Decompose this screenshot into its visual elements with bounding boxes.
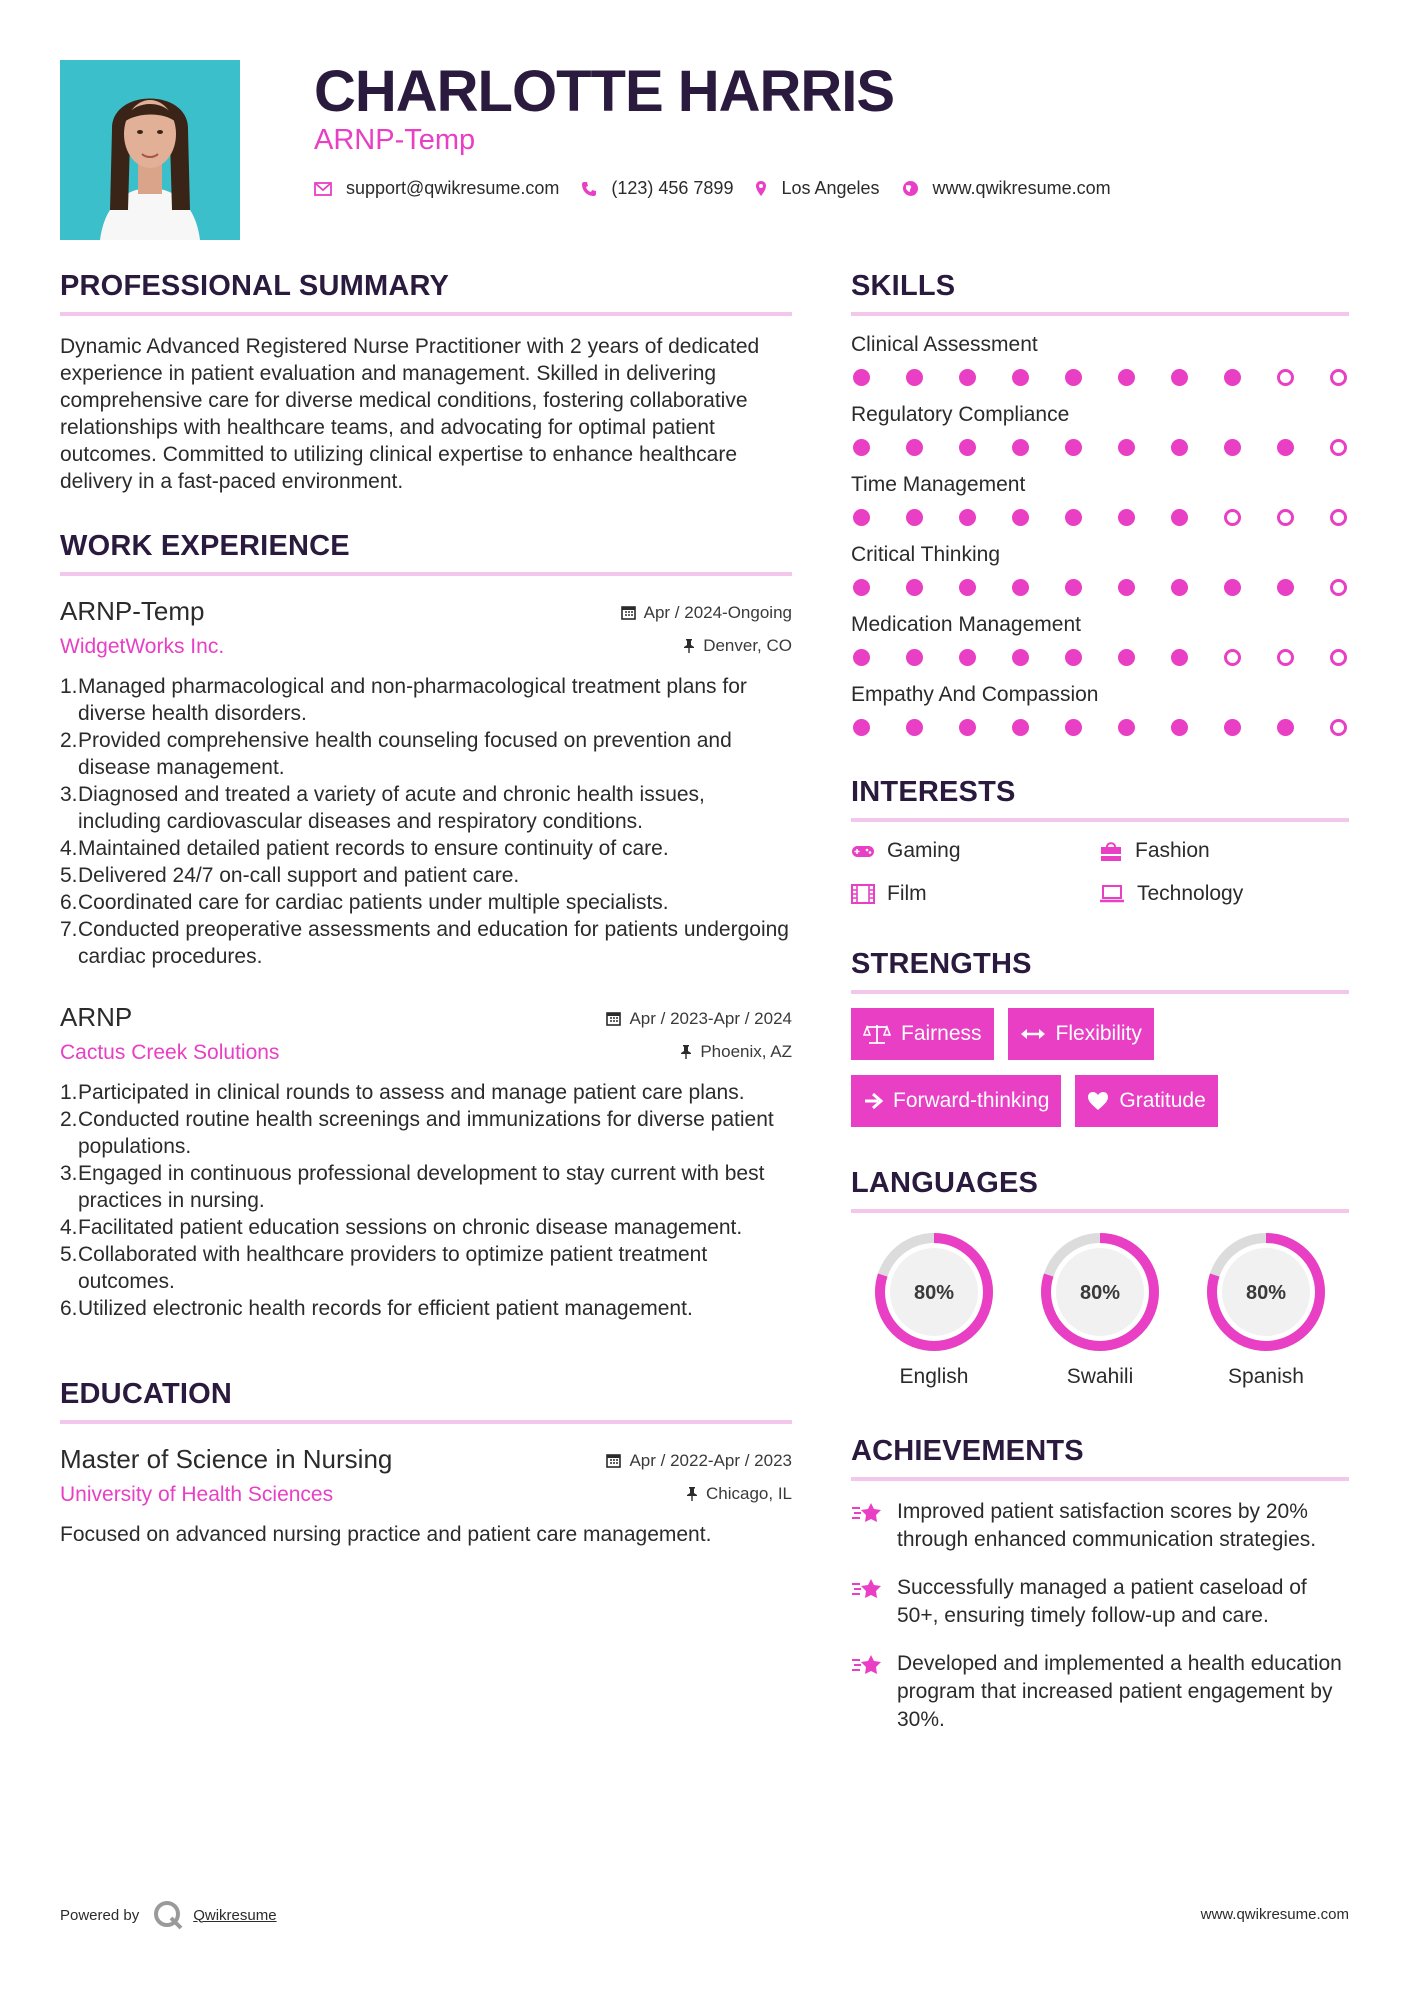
calendar-icon bbox=[606, 1453, 621, 1468]
footer-powered-by bbox=[60, 1898, 277, 1932]
shooting-star-icon bbox=[851, 1652, 885, 1680]
skill-item bbox=[851, 683, 1349, 736]
experience-section bbox=[60, 530, 792, 1322]
rating-dot-empty bbox=[1330, 649, 1347, 666]
rating-dot-filled bbox=[959, 719, 976, 736]
education-location bbox=[686, 1484, 792, 1504]
rating-dot-empty bbox=[1330, 439, 1347, 456]
summary-section bbox=[60, 270, 792, 495]
rating-dot-filled bbox=[1171, 579, 1188, 596]
job-location-text: Phoenix, AZ bbox=[700, 1041, 792, 1061]
rating-dot-filled bbox=[853, 719, 870, 736]
rating-dot-filled bbox=[906, 509, 923, 526]
rating-dot-filled bbox=[1065, 439, 1082, 456]
summary-heading: PROFESSIONAL SUMMARY bbox=[60, 270, 450, 302]
rating-dot-filled bbox=[1012, 439, 1029, 456]
job-entry bbox=[60, 1002, 792, 1322]
job-location bbox=[683, 636, 792, 656]
skills-heading: SKILLS bbox=[851, 270, 956, 302]
map-pin-icon bbox=[755, 180, 767, 197]
rating-dot-empty bbox=[1224, 509, 1241, 526]
experience-heading: WORK EXPERIENCE bbox=[60, 530, 350, 562]
laptop-icon bbox=[1099, 885, 1125, 903]
rating-dot-filled bbox=[1118, 649, 1135, 666]
profile-photo bbox=[60, 60, 240, 240]
rating-dot-empty bbox=[1277, 369, 1294, 386]
summary-text: Dynamic Advanced Registered Nurse Practitioner with 2 years of dedicated experience in patient evaluation and management. Skilled in delivering comprehensive care for diverse medical conditions, fostering collaborative relationships with healthcare teams, and advocating for optimal patient outcomes. Committed to utilizing clinical expertise to enhance healthcare delivery in a fast-paced environment. bbox=[60, 335, 760, 493]
calendar-icon bbox=[606, 1011, 621, 1026]
skill-name: Critical Thinking bbox=[851, 543, 1000, 566]
job-bullets bbox=[60, 673, 792, 970]
strength-label: Fairness bbox=[901, 1022, 982, 1045]
section-divider bbox=[60, 312, 792, 316]
section-divider bbox=[851, 990, 1349, 994]
powered-by-text: Powered by bbox=[60, 1906, 140, 1924]
rating-dot-filled bbox=[1065, 719, 1082, 736]
skill-rating bbox=[851, 509, 1349, 526]
languages-list bbox=[851, 1231, 1349, 1389]
rating-dot-filled bbox=[1118, 439, 1135, 456]
language-ring bbox=[1205, 1231, 1327, 1353]
section-divider bbox=[851, 818, 1349, 822]
achievement-text: Improved patient satisfaction scores by 20% through enhanced communication strategies. bbox=[897, 1500, 1317, 1551]
interest-label: Gaming bbox=[887, 839, 961, 862]
rating-dot-filled bbox=[1171, 719, 1188, 736]
rating-dot-filled bbox=[1012, 649, 1029, 666]
website-text: www.qwikresume.com bbox=[932, 178, 1111, 198]
globe-icon bbox=[902, 180, 919, 197]
interest-item bbox=[1099, 882, 1349, 906]
pushpin-icon bbox=[686, 1486, 698, 1501]
achievement-item bbox=[851, 1650, 1349, 1734]
rating-dot-filled bbox=[959, 369, 976, 386]
rating-dot-filled bbox=[1224, 579, 1241, 596]
list-item: 1. Managed pharmacological and non-pharmacological treatment plans for diverse health disorders. bbox=[60, 675, 747, 725]
skill-name: Regulatory Compliance bbox=[851, 403, 1070, 426]
job-location bbox=[680, 1042, 792, 1062]
job-company: WidgetWorks Inc. bbox=[60, 635, 225, 658]
arrow-right-icon bbox=[863, 1092, 883, 1110]
list-item: 2. Provided comprehensive health counseling focused on prevention and disease management. bbox=[60, 729, 732, 779]
rating-dot-filled bbox=[1012, 579, 1029, 596]
candidate-role: ARNP-Temp bbox=[314, 124, 476, 156]
gamepad-icon bbox=[851, 843, 875, 859]
education-description: Focused on advanced nursing practice and patient care management. bbox=[60, 1523, 712, 1546]
job-title: ARNP-Temp bbox=[60, 596, 205, 626]
list-item: 2. Conducted routine health screenings and immunizations for diverse patient populations. bbox=[60, 1108, 774, 1158]
list-item: 4. Facilitated patient education sessions on chronic disease management. bbox=[60, 1216, 743, 1239]
contact-email[interactable] bbox=[314, 178, 559, 199]
language-item bbox=[1183, 1231, 1349, 1389]
school-name: University of Health Sciences bbox=[60, 1483, 334, 1506]
strengths-heading: STRENGTHS bbox=[851, 948, 1032, 980]
job-bullets bbox=[60, 1079, 792, 1322]
education-dates-text: Apr / 2022-Apr / 2023 bbox=[629, 1450, 792, 1470]
strength-label: Gratitude bbox=[1119, 1089, 1206, 1112]
rating-dot-filled bbox=[1277, 719, 1294, 736]
skill-name: Clinical Assessment bbox=[851, 333, 1038, 356]
education-dates bbox=[606, 1451, 792, 1471]
rating-dot-filled bbox=[853, 649, 870, 666]
rating-dot-filled bbox=[1065, 579, 1082, 596]
achievement-item bbox=[851, 1498, 1349, 1554]
section-divider bbox=[60, 1420, 792, 1424]
list-item: 6. Utilized electronic health records for efficient patient management. bbox=[60, 1297, 693, 1320]
rating-dot-filled bbox=[1065, 649, 1082, 666]
rating-dot-empty bbox=[1277, 509, 1294, 526]
languages-heading: LANGUAGES bbox=[851, 1167, 1039, 1199]
interest-item bbox=[851, 839, 1099, 863]
rating-dot-empty bbox=[1224, 649, 1241, 666]
rating-dot-filled bbox=[1224, 369, 1241, 386]
job-title: ARNP bbox=[60, 1002, 133, 1032]
section-divider bbox=[851, 312, 1349, 316]
language-item bbox=[851, 1231, 1017, 1389]
contact-website[interactable] bbox=[902, 178, 1111, 199]
section-divider bbox=[60, 572, 792, 576]
rating-dot-filled bbox=[1277, 579, 1294, 596]
list-item: 6. Coordinated care for cardiac patients under multiple specialists. bbox=[60, 891, 669, 914]
shooting-star-icon bbox=[851, 1576, 885, 1604]
skill-rating bbox=[851, 369, 1349, 386]
candidate-name: CHARLOTTE HARRIS bbox=[314, 59, 895, 124]
rating-dot-filled bbox=[853, 439, 870, 456]
heart-icon bbox=[1087, 1091, 1109, 1111]
strength-tag bbox=[1008, 1008, 1154, 1060]
section-divider bbox=[851, 1477, 1349, 1481]
rating-dot-filled bbox=[959, 579, 976, 596]
strength-tag bbox=[851, 1008, 994, 1060]
left-column bbox=[60, 270, 792, 1548]
interest-item bbox=[851, 882, 1099, 906]
rating-dot-filled bbox=[1118, 579, 1135, 596]
job-company: Cactus Creek Solutions bbox=[60, 1041, 280, 1064]
rating-dot-filled bbox=[906, 579, 923, 596]
rating-dot-filled bbox=[853, 369, 870, 386]
rating-dot-filled bbox=[1118, 509, 1135, 526]
skill-name: Empathy And Compassion bbox=[851, 683, 1099, 706]
right-column bbox=[851, 270, 1349, 1734]
rating-dot-empty bbox=[1330, 509, 1347, 526]
section-divider bbox=[851, 1209, 1349, 1213]
footer-website[interactable]: www.qwikresume.com bbox=[1200, 1906, 1349, 1923]
rating-dot-filled bbox=[1171, 509, 1188, 526]
rating-dot-filled bbox=[853, 509, 870, 526]
rating-dot-empty bbox=[1277, 649, 1294, 666]
achievement-text: Successfully managed a patient caseload of 50+, ensuring timely follow-up and care. bbox=[897, 1576, 1307, 1627]
rating-dot-filled bbox=[1224, 439, 1241, 456]
rating-dot-empty bbox=[1330, 369, 1347, 386]
rating-dot-filled bbox=[906, 369, 923, 386]
skill-rating bbox=[851, 439, 1349, 456]
skill-name: Medication Management bbox=[851, 613, 1081, 636]
achievements-section bbox=[851, 1435, 1349, 1734]
skill-item bbox=[851, 543, 1349, 596]
skill-rating bbox=[851, 579, 1349, 596]
arrows-horizontal-icon bbox=[1020, 1027, 1046, 1041]
rating-dot-filled bbox=[1224, 719, 1241, 736]
calendar-icon bbox=[621, 605, 636, 620]
pushpin-icon bbox=[683, 638, 695, 653]
language-percent: 80% bbox=[1245, 1282, 1287, 1304]
strength-label: Flexibility bbox=[1055, 1022, 1142, 1045]
rating-dot-filled bbox=[1118, 369, 1135, 386]
list-item: 1. Participated in clinical rounds to assess and manage patient care plans. bbox=[60, 1081, 745, 1104]
rating-dot-filled bbox=[1065, 509, 1082, 526]
achievement-text: Developed and implemented a health education program that increased patient engagement by 30%. bbox=[897, 1652, 1342, 1731]
degree-title: Master of Science in Nursing bbox=[60, 1444, 393, 1474]
job-dates-text: Apr / 2024-Ongoing bbox=[643, 602, 792, 622]
phone-text: (123) 456 7899 bbox=[611, 178, 734, 198]
rating-dot-filled bbox=[906, 649, 923, 666]
skill-item bbox=[851, 613, 1349, 666]
languages-section bbox=[851, 1167, 1349, 1389]
pushpin-icon bbox=[680, 1044, 692, 1059]
job-location-text: Denver, CO bbox=[703, 635, 792, 655]
skill-name: Time Management bbox=[851, 473, 1026, 496]
email-text: support@qwikresume.com bbox=[346, 178, 560, 198]
rating-dot-filled bbox=[906, 439, 923, 456]
envelope-icon bbox=[314, 182, 332, 196]
education-location-text: Chicago, IL bbox=[706, 1483, 792, 1503]
education-section bbox=[60, 1378, 792, 1548]
rating-dot-empty bbox=[1330, 579, 1347, 596]
strength-tag bbox=[1075, 1075, 1217, 1127]
rating-dot-filled bbox=[1171, 369, 1188, 386]
language-ring bbox=[1039, 1231, 1161, 1353]
location-text: Los Angeles bbox=[781, 178, 880, 198]
list-item: 5. Delivered 24/7 on-call support and patient care. bbox=[60, 864, 520, 887]
contact-phone[interactable] bbox=[581, 178, 733, 199]
language-name: Spanish bbox=[1228, 1365, 1304, 1388]
film-icon bbox=[851, 884, 875, 904]
skill-item bbox=[851, 473, 1349, 526]
language-percent: 80% bbox=[913, 1282, 955, 1304]
education-entry bbox=[60, 1444, 792, 1548]
rating-dot-filled bbox=[1171, 439, 1188, 456]
balance-scale-icon bbox=[863, 1023, 891, 1045]
education-heading: EDUCATION bbox=[60, 1378, 233, 1410]
interests-list bbox=[851, 839, 1349, 906]
rating-dot-filled bbox=[1012, 719, 1029, 736]
achievements-heading: ACHIEVEMENTS bbox=[851, 1435, 1084, 1467]
list-item: 5. Collaborated with healthcare providers to optimize patient treatment outcomes. bbox=[60, 1243, 708, 1293]
rating-dot-filled bbox=[1118, 719, 1135, 736]
rating-dot-filled bbox=[1012, 509, 1029, 526]
strength-label: Forward-thinking bbox=[893, 1089, 1050, 1112]
job-dates-text: Apr / 2023-Apr / 2024 bbox=[629, 1008, 792, 1028]
list-item: 3. Diagnosed and treated a variety of acute and chronic health issues, including cardiovascular diseases and respiratory conditions. bbox=[60, 783, 705, 833]
rating-dot-filled bbox=[1012, 369, 1029, 386]
qwikresume-link[interactable]: Qwikresume bbox=[193, 1906, 277, 1924]
strength-tag bbox=[851, 1075, 1061, 1127]
rating-dot-filled bbox=[853, 579, 870, 596]
rating-dot-empty bbox=[1330, 719, 1347, 736]
rating-dot-filled bbox=[959, 649, 976, 666]
interest-label: Technology bbox=[1137, 882, 1244, 905]
list-item: 3. Engaged in continuous professional development to stay current with best practices in nursing. bbox=[60, 1162, 765, 1212]
shopping-bag-icon bbox=[1099, 840, 1123, 862]
skill-rating bbox=[851, 649, 1349, 666]
strengths-list bbox=[851, 1008, 1349, 1142]
rating-dot-filled bbox=[1171, 649, 1188, 666]
qwikresume-logo-icon bbox=[151, 1898, 185, 1932]
interests-section bbox=[851, 776, 1349, 906]
achievement-item bbox=[851, 1574, 1349, 1630]
strengths-section bbox=[851, 948, 1349, 1142]
list-item: 4. Maintained detailed patient records to ensure continuity of care. bbox=[60, 837, 669, 860]
language-item bbox=[1017, 1231, 1183, 1389]
rating-dot-filled bbox=[959, 439, 976, 456]
language-ring bbox=[873, 1231, 995, 1353]
shooting-star-icon bbox=[851, 1500, 885, 1528]
job-dates bbox=[606, 1009, 792, 1029]
interest-label: Fashion bbox=[1135, 839, 1210, 862]
contact-bar bbox=[314, 178, 1133, 199]
contact-location bbox=[755, 178, 879, 199]
rating-dot-filled bbox=[1277, 439, 1294, 456]
rating-dot-filled bbox=[906, 719, 923, 736]
phone-icon bbox=[581, 181, 597, 197]
rating-dot-filled bbox=[959, 509, 976, 526]
rating-dot-filled bbox=[1065, 369, 1082, 386]
list-item: 7. Conducted preoperative assessments and education for patients undergoing cardiac procedures. bbox=[60, 918, 789, 968]
interests-heading: INTERESTS bbox=[851, 776, 1016, 808]
job-entry bbox=[60, 596, 792, 970]
skills-section bbox=[851, 270, 1349, 736]
interest-label: Film bbox=[887, 882, 927, 905]
interest-item bbox=[1099, 839, 1349, 863]
skill-item bbox=[851, 403, 1349, 456]
language-name: Swahili bbox=[1066, 1365, 1134, 1388]
job-dates bbox=[621, 603, 792, 623]
skill-item bbox=[851, 333, 1349, 386]
language-percent: 80% bbox=[1079, 1282, 1121, 1304]
language-name: English bbox=[899, 1365, 969, 1388]
skill-rating bbox=[851, 719, 1349, 736]
skills-list bbox=[851, 333, 1349, 736]
